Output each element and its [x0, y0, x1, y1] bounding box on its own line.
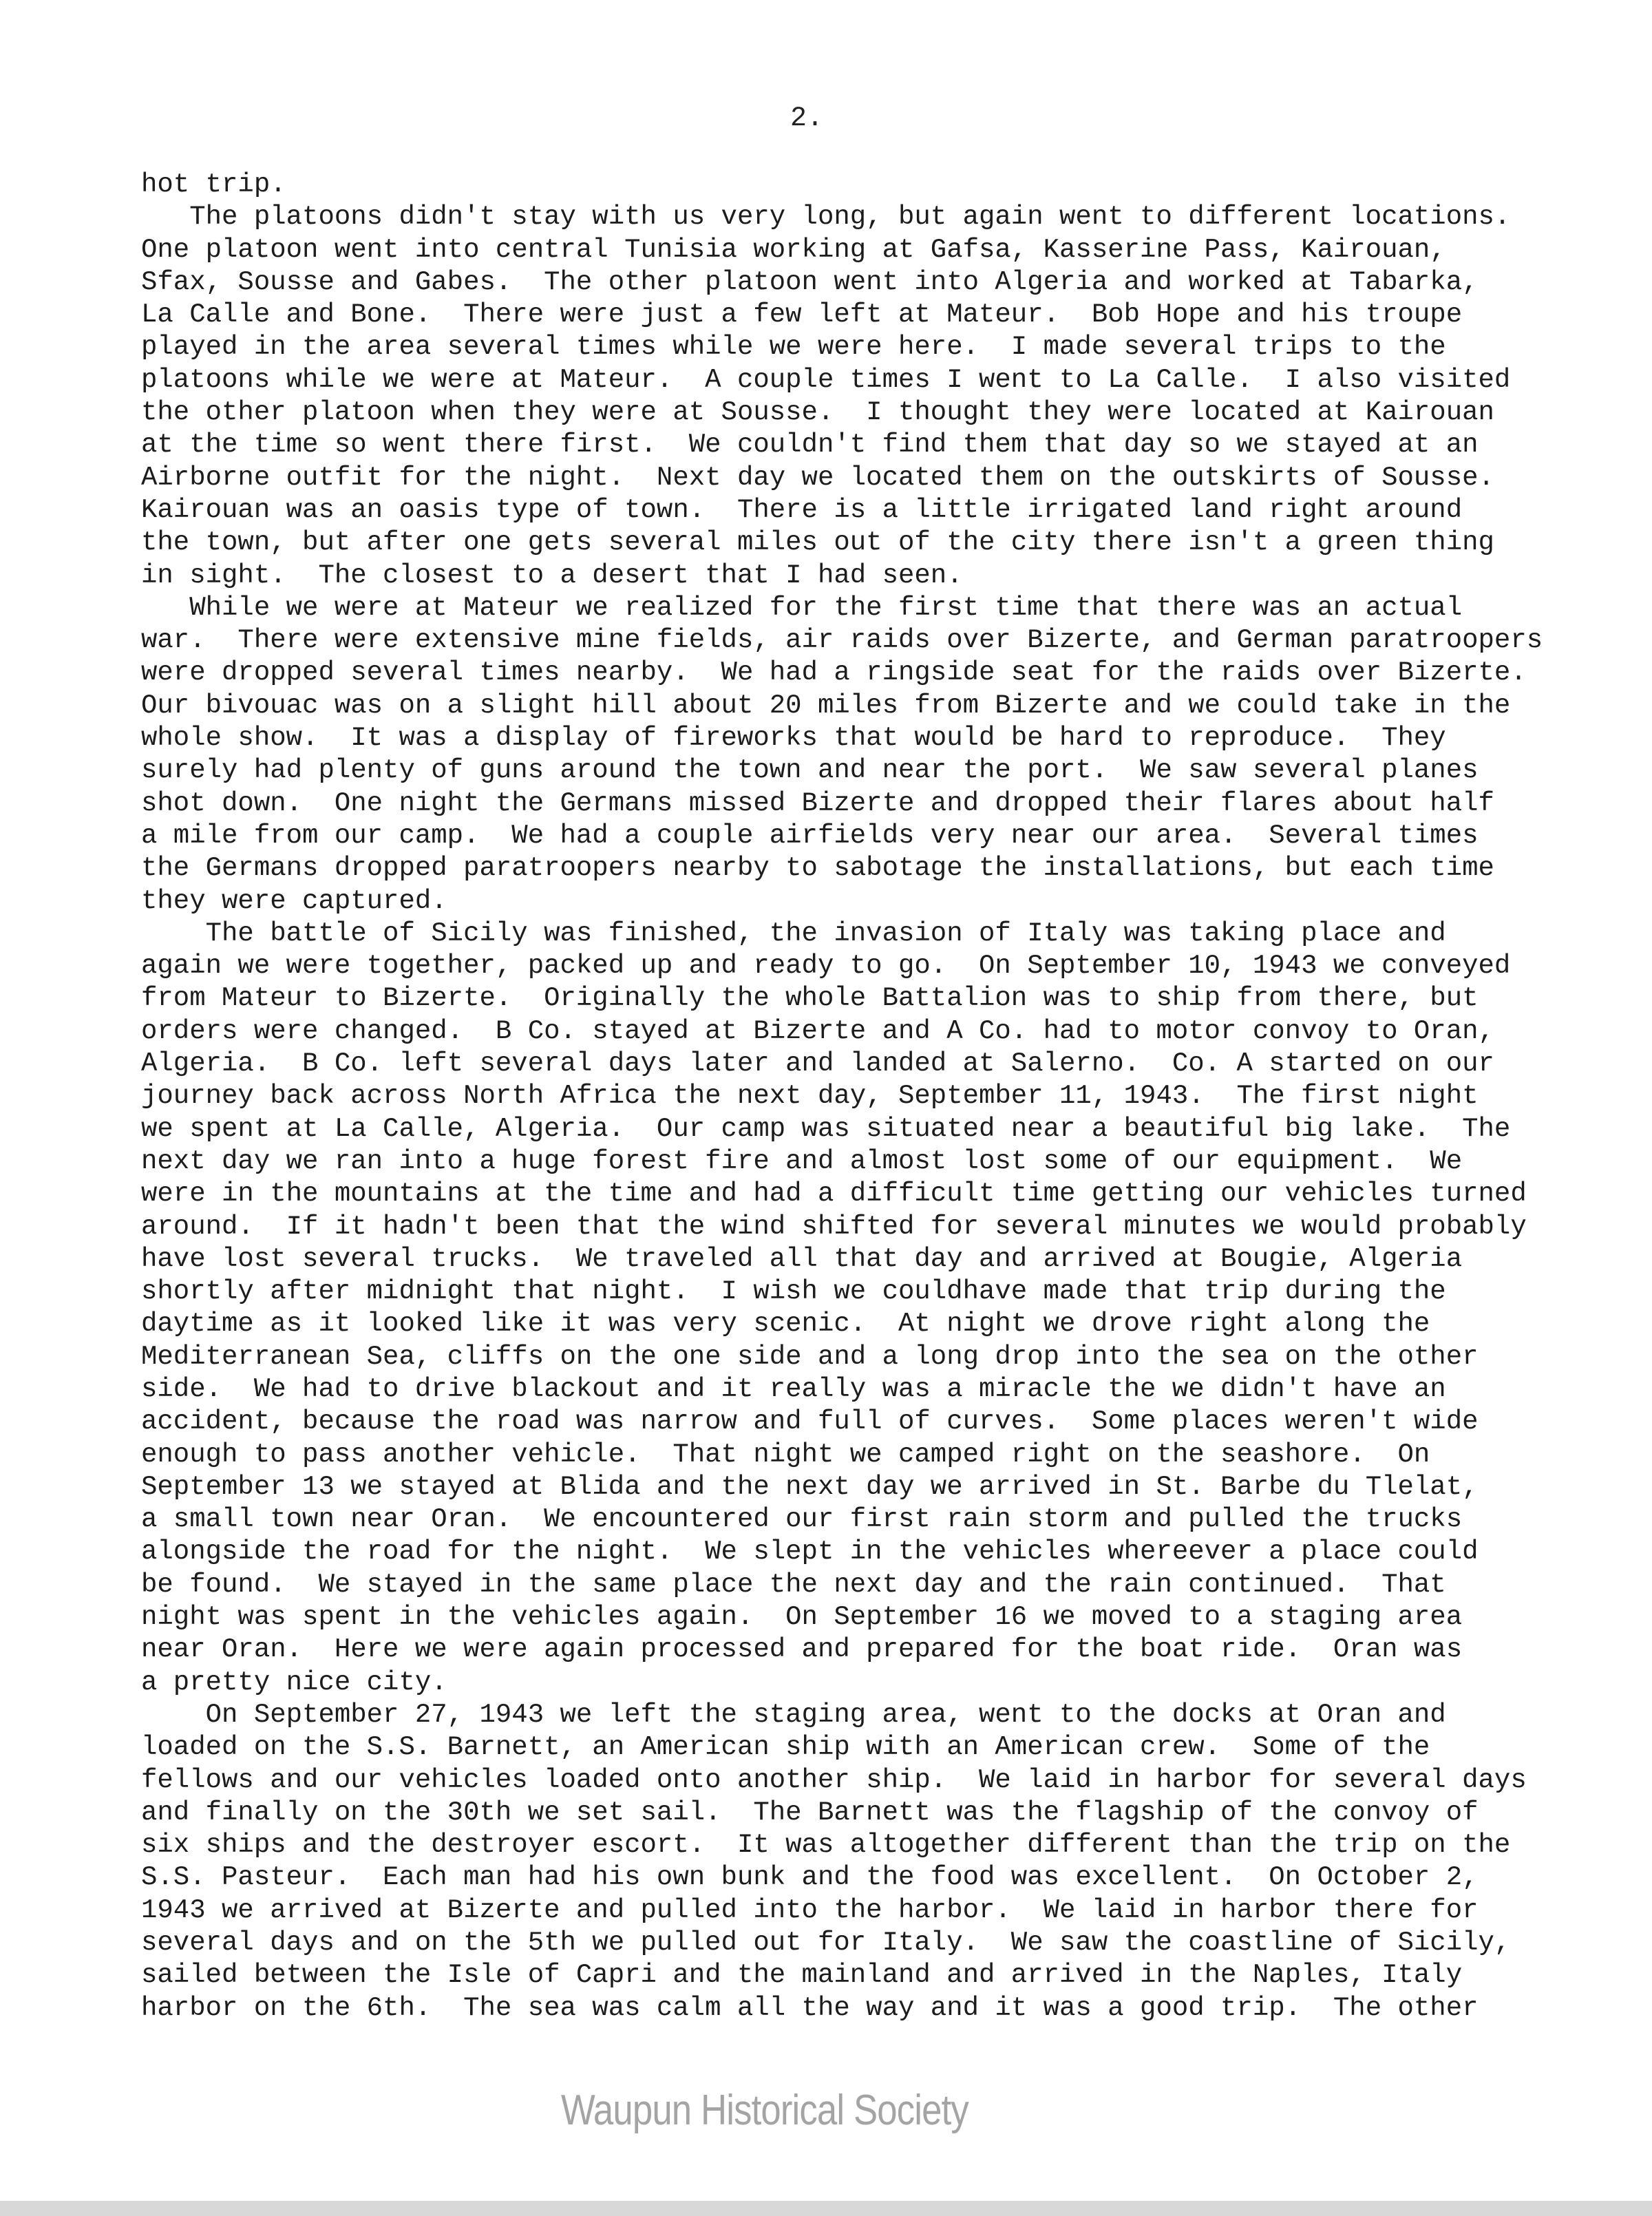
text-line: we spent at La Calle, Algeria. Our camp was situated near a beautiful big lake. The — [141, 1113, 1511, 1144]
text-line: The battle of Sicily was finished, the invasion of Italy was taking place and — [141, 918, 1446, 949]
text-line: journey back across North Africa the next day, September 11, 1943. The first night — [141, 1081, 1479, 1112]
text-line: sailed between the Isle of Capri and the mainland and arrived in the Naples, Italy — [141, 1960, 1463, 1991]
text-line: the town, but after one gets several miles out of the city there isn't a green thing — [141, 527, 1494, 558]
text-line: war. There were extensive mine fields, air raids over Bizerte, and German paratroopers — [141, 625, 1543, 656]
watermark: Waupun Historical Society — [561, 2087, 968, 2134]
text-line: shot down. One night the Germans missed Bizerte and dropped their flares about half — [141, 788, 1494, 819]
text-line: Airborne outfit for the night. Next day we located them on the outskirts of Sousse. — [141, 462, 1494, 493]
text-line: 1943 we arrived at Bizerte and pulled into the harbor. We laid in harbor there for — [141, 1895, 1479, 1925]
text-line: a mile from our camp. We had a couple airfields very near our area. Several times — [141, 820, 1479, 851]
text-line: several days and on the 5th we pulled out for Italy. We saw the coastline of Sicily, — [141, 1928, 1511, 1959]
text-line: in sight. The closest to a desert that I had seen. — [141, 560, 963, 591]
text-line: and finally on the 30th we set sail. The Barnett was the flagship of the convoy of — [141, 1797, 1479, 1828]
text-line: the Germans dropped paratroopers nearby to sabotage the installations, but each time — [141, 853, 1494, 884]
text-line: played in the area several times while we were here. I made several trips to the — [141, 332, 1446, 363]
text-line: surely had plenty of guns around the town and near the port. We saw several planes — [141, 755, 1479, 786]
text-line: from Mateur to Bizerte. Originally the whole Battalion was to ship from there, but — [141, 983, 1479, 1014]
text-line: daytime as it looked like it was very scenic. At night we drove right along the — [141, 1309, 1430, 1340]
text-line: accident, because the road was narrow and full of curves. Some places weren't wide — [141, 1406, 1479, 1437]
text-line: September 13 we stayed at Blida and the next day we arrived in St. Barbe du Tlelat, — [141, 1471, 1479, 1502]
text-line: be found. We stayed in the same place the next day and the rain continued. That — [141, 1569, 1446, 1600]
text-line: orders were changed. B Co. stayed at Bizerte and A Co. had to motor convoy to Oran, — [141, 1015, 1494, 1046]
text-line: were in the mountains at the time and had a difficult time getting our vehicles turned — [141, 1179, 1527, 1210]
text-line: fellows and our vehicles loaded onto another ship. We laid in harbor for several days — [141, 1764, 1527, 1795]
text-line: Our bivouac was on a slight hill about 20 miles from Bizerte and we could take in the — [141, 690, 1511, 721]
text-line: S.S. Pasteur. Each man had his own bunk and the food was excellent. On October 2, — [141, 1862, 1479, 1893]
text-line: platoons while we were at Mateur. A couple times I went to La Calle. I also visited — [141, 364, 1511, 395]
text-line: Algeria. B Co. left several days later and landed at Salerno. Co. A started on our — [141, 1048, 1494, 1079]
text-line: harbor on the 6th. The sea was calm all the way and it was a good trip. The other — [141, 1992, 1479, 2023]
text-line: again we were together, packed up and ready to go. On September 10, 1943 we conveyed — [141, 951, 1511, 982]
text-line: Kairouan was an oasis type of town. There is a little irrigated land right around — [141, 494, 1463, 525]
text-line: were dropped several times nearby. We had a ringside seat for the raids over Bizerte. — [141, 657, 1527, 688]
text-line: enough to pass another vehicle. That night we camped right on the seashore. On — [141, 1439, 1430, 1470]
text-line: a pretty nice city. — [141, 1667, 447, 1698]
text-line: the other platoon when they were at Sousse. I thought they were located at Kairouan — [141, 397, 1494, 428]
text-line: night was spent in the vehicles again. On September 16 we moved to a staging area — [141, 1602, 1463, 1633]
typewritten-body — [141, 169, 1543, 2025]
text-line: While we were at Mateur we realized for the first time that there was an actual — [141, 592, 1463, 623]
text-line: shortly after midnight that night. I wish we couldhave made that trip during the — [141, 1276, 1446, 1307]
text-line: near Oran. Here we were again processed and prepared for the boat ride. Oran was — [141, 1634, 1463, 1665]
scan-bottom-edge — [0, 2201, 1652, 2216]
text-line: they were captured. — [141, 885, 447, 916]
text-line: The platoons didn't stay with us very long, but again went to different locations. — [141, 202, 1511, 233]
text-line: six ships and the destroyer escort. It was altogether different than the trip on the — [141, 1830, 1511, 1861]
text-line: alongside the road for the night. We slept in the vehicles whereever a place could — [141, 1537, 1479, 1568]
text-line: Sfax, Sousse and Gabes. The other platoon went into Algeria and worked at Tabarka, — [141, 266, 1479, 297]
text-line: next day we ran into a huge forest fire and almost lost some of our equipment. We — [141, 1146, 1463, 1176]
text-line: hot trip. — [141, 169, 286, 200]
text-line: side. We had to drive blackout and it really was a miracle the we didn't have an — [141, 1373, 1446, 1404]
text-line: around. If it hadn't been that the wind shifted for several minutes we would probably — [141, 1211, 1527, 1242]
page-number: 2. — [790, 103, 824, 134]
text-line: loaded on the S.S. Barnett, an American ship with an American crew. Some of the — [141, 1732, 1430, 1763]
text-line: a small town near Oran. We encountered our first rain storm and pulled the trucks — [141, 1504, 1463, 1535]
text-line: at the time so went there first. We couldn't find them that day so we stayed at an — [141, 430, 1479, 461]
text-line: whole show. It was a display of fireworks that would be hard to reproduce. They — [141, 723, 1446, 754]
text-line: On September 27, 1943 we left the staging area, went to the docks at Oran and — [141, 1699, 1446, 1730]
text-line: One platoon went into central Tunisia working at Gafsa, Kasserine Pass, Kairouan, — [141, 234, 1446, 265]
text-line: have lost several trucks. We traveled all that day and arrived at Bougie, Algeria — [141, 1243, 1463, 1274]
text-line: La Calle and Bone. There were just a few left at Mateur. Bob Hope and his troupe — [141, 299, 1463, 330]
text-line: Mediterranean Sea, cliffs on the one side and a long drop into the sea on the other — [141, 1341, 1479, 1372]
